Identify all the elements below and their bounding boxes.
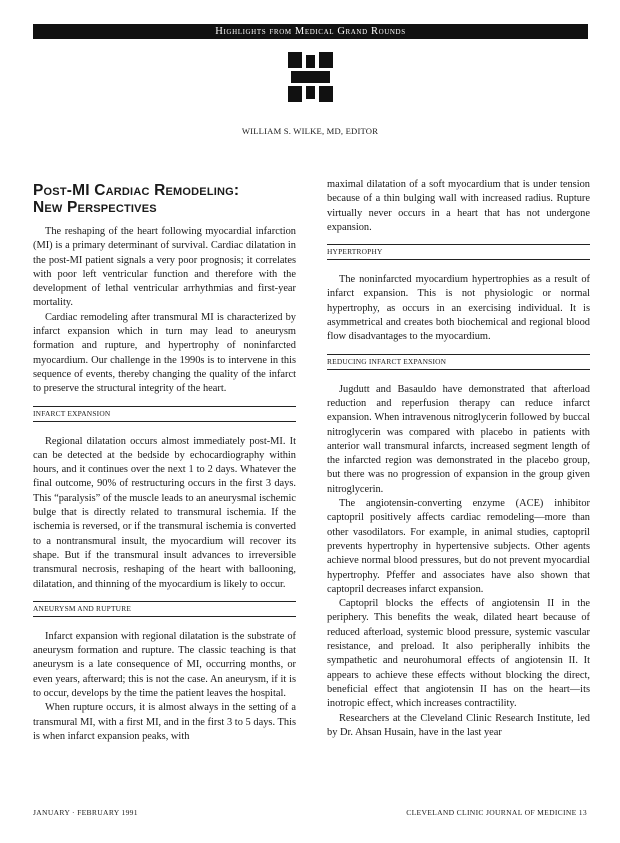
reducing-paragraph-3: Captopril blocks the effects of angiotensin II in the periphery. This benefits the weak, dilated heart because of reduced afterload, systemic blood pressure, systemic vascular resistance, and preload. It also peripherally inhibits the sympathetic and neurohumoral effects of angiotensin II. It appears to achieve these effects without blocking the direct, beneficial effect that angiotensin II has on the heart—its inotropic effect, which increases contractility.	[327, 598, 590, 710]
intro-paragraph-2: Cardiac remodeling after transmural MI is characterized by infarct expansion which in turn may lead to aneurysm formation and rupture, and hypertrophy of noninfarcted myocardium. Our challenge in the 1990s is to intervene in this sequence of events, thereby changing the quality of the infarct to preserve the structural integrity of the heart.	[33, 311, 296, 395]
section-heading-hypertrophy: HYPERTROPHY	[327, 244, 590, 260]
footer-journal-page: CLEVELAND CLINIC JOURNAL OF MEDICINE 13	[406, 808, 587, 817]
left-column	[33, 182, 296, 744]
article-title-line-2: New Perspectives	[33, 199, 157, 216]
reducing-paragraph-4: Researchers at the Cleveland Clinic Research Institute, led by Dr. Ahsan Husain, have in the last year	[327, 712, 590, 738]
aneurysm-paragraph-continued: maximal dilatation of a soft myocardium that is under tension because of a thin bulging wall with increased radius. Rupture virtually never occurs in a heart that has not undergone expansion.	[327, 179, 590, 233]
section-heading-aneurysm: ANEURYSM AND RUPTURE	[33, 601, 296, 617]
aneurysm-paragraph-1: Infarct expansion with regional dilatation is the substrate of aneurysm formation and rupture. The classic teaching is that aneurysm is a late consequence of MI, occurring months, or even years, afterward; this is not the case. An aneurysm, if it is to occur, develops by the time the patient leaves the hospital.	[33, 630, 296, 700]
reducing-paragraph-2: The angiotensin-converting enzyme (ACE) inhibitor captopril positively affects cardiac remodeling—more than other vasodilators. For example, in animal studies, captopril prevents hypertrophy in hypertensive subjects. Other agents achieve normal blood pressures, but do not prevent myocardial hypertrophy. Pfeffer and associates have also shown that captopril decreases infarct expansion.	[327, 498, 590, 595]
reducing-paragraph-1: Jugdutt and Basauldo have demonstrated that afterload reduction and reperfusion therapy can reduce infarct expansion. When intravenous nitroglycerin followed by buccal nitroglycerin was compared with placebo in patients with anterior wall transmural infarcts, increased segment length of the infarcted region was demonstrated in the placebo group, but there was no progression of expansion in the group given nitroglycerin.	[327, 383, 590, 495]
footer-issue-date: JANUARY · FEBRUARY 1991	[33, 808, 138, 817]
infarct-expansion-paragraph-1: Regional dilatation occurs almost immediately post-MI. It can be detected at the bedside by echocardiography within hours, and it continues over the next 1 to 2 days. Whatever the final outcome, 90% of restructuring occurs in the first 3 days. This “paralysis” of the muscle leads to an aneurysmal ischemic bulge that is directly related to transmural ischemia. If the ischemia is reversed, or if the transmural ischemia is converted to a nontransmural insult, the myocardium will recover its shape. But if the transmural insult advances to irreversible transmural necrosis, reshaping of the heart with ballooning, dilatation, and thinning of the myocardium is likely to occur.	[33, 435, 296, 590]
editor-credit: WILLIAM S. WILKE, MD, EDITOR	[241, 126, 379, 136]
section-banner: Highlights from Medical Grand Rounds	[33, 24, 588, 39]
intro-paragraph-1: The reshaping of the heart following myocardial infarction (MI) is a primary determinant of survival. Cardiac dilatation in the post-MI patient signals a very poor prognosis; it correlates with poor left ventricular function and therefore with the development of lethal ventricular arrhythmias and first-year mortality.	[33, 226, 296, 309]
right-column	[327, 178, 590, 740]
section-heading-infarct-expansion: INFARCT EXPANSION	[33, 406, 296, 422]
article-title-line-1: Post-MI Cardiac Remodeling:	[33, 182, 240, 199]
section-heading-reducing-expansion: REDUCING INFARCT EXPANSION	[327, 354, 590, 370]
journal-logo-icon	[288, 52, 333, 102]
article-title	[33, 182, 296, 216]
hypertrophy-paragraph-1: The noninfarcted myocardium hypertrophies as a result of infarct expansion. This is not physiologic or normal hypertrophy, as occurs in an exercising individual. It is asymmetrical and creates both biochemical and regional blood flow disadvantages to the myocardium.	[327, 274, 590, 343]
aneurysm-paragraph-2: When rupture occurs, it is almost always in the setting of a transmural MI, with a first MI, and in the first 3 to 5 days. This is when infarct expansion peaks, with	[33, 702, 296, 742]
